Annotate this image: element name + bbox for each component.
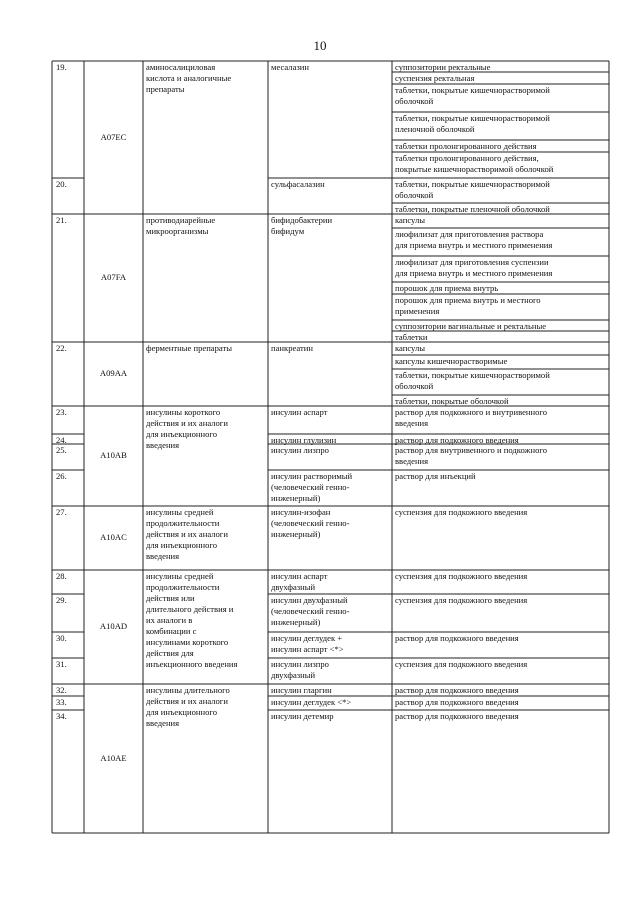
row-number: 28. — [56, 571, 67, 581]
atc-code: A10AC — [100, 532, 127, 542]
dosage-form: таблетки, покрытые пленочной оболочкой — [395, 204, 550, 214]
row-number: 31. — [56, 659, 67, 669]
dosage-form: таблетки, покрытые кишечнорастворимой оболочкой — [395, 85, 550, 106]
dosage-form: порошок для приема внутрь и местного применения — [395, 295, 541, 316]
dosage-form: раствор для подкожного введения — [395, 633, 519, 643]
drug-name: инсулин глулизин — [271, 435, 337, 445]
atc-code: A09AA — [99, 368, 128, 378]
row-number: 32. — [56, 685, 67, 695]
dosage-form: таблетки — [395, 332, 428, 342]
dosage-form: раствор для подкожного введения — [395, 435, 519, 445]
dosage-form: суспензия для подкожного введения — [395, 571, 528, 581]
dosage-form: таблетки, покрытые оболочкой — [395, 396, 509, 406]
dosage-form: лиофилизат для приготовления суспензии для приема внутрь и местного применения — [395, 257, 553, 278]
dosage-form: таблетки, покрытые кишечнорастворимой пленочной оболочкой — [395, 113, 550, 134]
drug-name: сульфасалазин — [271, 179, 325, 189]
row-number: 30. — [56, 633, 67, 643]
dosage-form: капсулы — [395, 215, 426, 225]
drug-name: инсулин лизпро — [271, 445, 329, 455]
dosage-form: раствор для подкожного и внутривенного введения — [395, 407, 547, 428]
dosage-form: раствор для внутривенного и подкожного введения — [395, 445, 547, 466]
dosage-form: лиофилизат для приготовления раствора для приема внутрь и местного применения — [395, 229, 553, 250]
atc-code: A10AB — [100, 450, 127, 460]
drug-name: панкреатин — [271, 343, 313, 353]
atc-code: A07FA — [100, 272, 127, 282]
row-number: 33. — [56, 697, 67, 707]
pharmacological-group: инсулины короткого действия и их аналоги для инъекционного введения — [146, 407, 228, 450]
row-number: 21. — [56, 215, 67, 225]
row-number: 19. — [56, 62, 67, 72]
dosage-form: раствор для инъекций — [395, 471, 476, 481]
drug-name: месалазин — [271, 62, 309, 72]
atc-code: A10AE — [100, 752, 127, 763]
row-number: 20. — [56, 179, 67, 189]
dosage-form: таблетки пролонгированного действия, покрытые кишечнорастворимой оболочкой — [395, 153, 554, 174]
atc-code: A10AD — [99, 621, 128, 631]
atc-code: A07EC — [100, 131, 127, 142]
drug-name: инсулин аспарт двухфазный — [271, 571, 328, 592]
drug-name: инсулин лизпро двухфазный — [271, 659, 329, 680]
drug-name: инсулин аспарт — [271, 407, 328, 417]
drug-name: инсулин гларгин — [271, 685, 332, 695]
dosage-form: суспензия для подкожного введения — [395, 507, 528, 517]
pharmacological-group: инсулины средней продолжительности действия и их аналоги для инъекционного введения — [146, 507, 228, 561]
dosage-form: таблетки, покрытые кишечнорастворимой оболочкой — [395, 370, 550, 391]
drug-name: бифидобактерии бифидум — [271, 215, 333, 236]
pharmacological-group: ферментные препараты — [146, 343, 233, 353]
row-number: 26. — [56, 471, 67, 481]
dosage-form: раствор для подкожного введения — [395, 697, 519, 707]
dosage-form: суппозитории вагинальные и ректальные — [395, 321, 547, 331]
drug-name: инсулин-изофан (человеческий генно- инженерный) — [271, 507, 350, 539]
page-number: 10 — [313, 38, 327, 53]
pharmacological-group: инсулины средней продолжительности действия или длительного действия и их аналоги в комбинации с инсулинами короткого действия для инъекционного введения — [146, 571, 238, 669]
dosage-form: таблетки, покрытые кишечнорастворимой оболочкой — [395, 179, 550, 200]
pharmacological-group: аминосалициловая кислота и аналогичные препараты — [146, 62, 232, 94]
drug-name: инсулин растворимый (человеческий генно- инженерный) — [271, 471, 353, 503]
dosage-form: суспензия ректальная — [395, 73, 475, 83]
dosage-form: таблетки пролонгированного действия — [395, 141, 537, 151]
dosage-form: суспензия для подкожного введения — [395, 595, 528, 605]
dosage-form: раствор для подкожного введения — [395, 711, 519, 721]
row-number: 29. — [56, 595, 67, 605]
dosage-form: капсулы — [395, 343, 426, 353]
dosage-form: капсулы кишечнорастворимые — [395, 356, 508, 366]
drug-name: инсулин деглудек + инсулин аспарт <*> — [271, 633, 344, 654]
row-number: 24. — [56, 435, 67, 445]
dosage-form: суспензия для подкожного введения — [395, 659, 528, 669]
row-number: 27. — [56, 507, 67, 517]
dosage-form: суппозитории ректальные — [395, 62, 491, 72]
pharmacological-group: инсулины длительного действия и их аналоги для инъекционного введения — [146, 685, 230, 728]
row-number: 25. — [56, 445, 67, 455]
pharmacological-group: противодиарейные микроорганизмы — [146, 215, 216, 236]
row-number: 22. — [56, 343, 67, 353]
drug-name: инсулин двухфазный (человеческий генно- инженерный) — [271, 595, 350, 627]
row-number: 23. — [56, 407, 67, 417]
drug-name: инсулин деглудек <*> — [271, 697, 352, 707]
drug-name: инсулин детемир — [271, 711, 334, 721]
row-number: 34. — [56, 711, 67, 721]
dosage-form: порошок для приема внутрь — [395, 283, 499, 293]
dosage-form: раствор для подкожного введения — [395, 685, 519, 695]
